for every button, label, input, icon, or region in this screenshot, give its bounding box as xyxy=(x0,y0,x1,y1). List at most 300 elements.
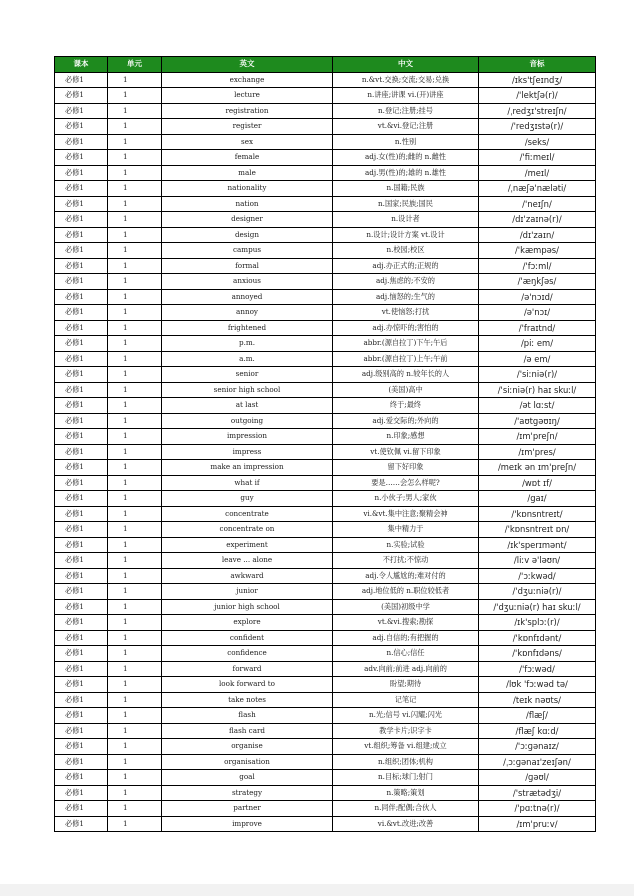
chinese-cell[interactable]: adj.地位低的 n.职位较低者 xyxy=(333,584,479,600)
course-cell[interactable]: 必修1 xyxy=(55,88,108,104)
english-cell[interactable]: flash card xyxy=(162,723,333,739)
table-row xyxy=(55,88,596,104)
course-cell[interactable]: 必修1 xyxy=(55,289,108,305)
chinese-cell[interactable]: adj.令人尴尬的;难对付的 xyxy=(333,568,479,584)
table-row xyxy=(55,754,596,770)
phonetic-cell[interactable]: /'lektʃə(r)/ xyxy=(479,88,596,104)
english-cell[interactable]: make an impression xyxy=(162,460,333,476)
course-cell[interactable]: 必修1 xyxy=(55,801,108,817)
english-cell[interactable]: male xyxy=(162,165,333,181)
phonetic-cell[interactable]: /'dʒuːniə(r)/ xyxy=(479,584,596,600)
english-cell[interactable]: junior xyxy=(162,584,333,600)
phonetic-cell[interactable]: /'dʒuːniə(r) haɪ skuːl/ xyxy=(479,599,596,615)
phonetic-cell[interactable]: /ɪk'sperɪmənt/ xyxy=(479,537,596,553)
unit-cell[interactable]: 1 xyxy=(108,134,162,150)
chinese-cell[interactable]: adj.焦虑的;不安的 xyxy=(333,274,479,290)
unit-cell[interactable]: 1 xyxy=(108,739,162,755)
chinese-cell[interactable]: vi.&vt.改进;改善 xyxy=(333,816,479,832)
table-row xyxy=(55,243,596,259)
unit-cell[interactable]: 1 xyxy=(108,785,162,801)
course-cell[interactable]: 必修1 xyxy=(55,506,108,522)
course-cell[interactable]: 必修1 xyxy=(55,630,108,646)
unit-cell[interactable]: 1 xyxy=(108,754,162,770)
phonetic-cell[interactable]: /ɪm'pruːv/ xyxy=(479,816,596,832)
english-cell[interactable]: explore xyxy=(162,615,333,631)
phonetic-cell[interactable]: /ə'nɔɪ/ xyxy=(479,305,596,321)
unit-cell[interactable]: 1 xyxy=(108,568,162,584)
chinese-cell[interactable]: adj.办正式的;正规的 xyxy=(333,258,479,274)
unit-cell[interactable]: 1 xyxy=(108,677,162,693)
phonetic-cell[interactable]: /'kɒnsntreɪt ɒn/ xyxy=(479,522,596,538)
phonetic-cell[interactable]: /meɪl/ xyxy=(479,165,596,181)
chinese-cell[interactable]: n.设计者 xyxy=(333,212,479,228)
table-row xyxy=(55,181,596,197)
chinese-cell[interactable]: n.小伙子;男人;家伙 xyxy=(333,491,479,507)
unit-cell[interactable]: 1 xyxy=(108,444,162,460)
phonetic-cell[interactable]: /'ɔːɡənaɪz/ xyxy=(479,739,596,755)
unit-cell[interactable]: 1 xyxy=(108,692,162,708)
table-row xyxy=(55,227,596,243)
phonetic-cell[interactable]: /ə em/ xyxy=(479,351,596,367)
table-row xyxy=(55,212,596,228)
table-row xyxy=(55,553,596,569)
table-row xyxy=(55,646,596,662)
table-row xyxy=(55,398,596,414)
course-cell[interactable]: 必修1 xyxy=(55,816,108,832)
unit-cell[interactable]: 1 xyxy=(108,212,162,228)
phonetic-cell[interactable]: /piː em/ xyxy=(479,336,596,352)
unit-cell[interactable]: 1 xyxy=(108,584,162,600)
table-row xyxy=(55,460,596,476)
course-cell[interactable]: 必修1 xyxy=(55,320,108,336)
table-row xyxy=(55,258,596,274)
english-cell[interactable]: lecture xyxy=(162,88,333,104)
unit-cell[interactable]: 1 xyxy=(108,723,162,739)
table-row xyxy=(55,723,596,739)
course-cell[interactable]: 必修1 xyxy=(55,460,108,476)
table-row xyxy=(55,537,596,553)
table-row xyxy=(55,816,596,832)
chinese-cell[interactable]: 不打扰;不惊动 xyxy=(333,553,479,569)
english-cell[interactable]: outgoing xyxy=(162,413,333,429)
english-cell[interactable]: nationality xyxy=(162,181,333,197)
unit-cell[interactable]: 1 xyxy=(108,351,162,367)
unit-cell[interactable]: 1 xyxy=(108,599,162,615)
table-row xyxy=(55,568,596,584)
phonetic-cell[interactable]: /ˌɔːɡənaɪ'zeɪʃən/ xyxy=(479,754,596,770)
table-row xyxy=(55,677,596,693)
english-cell[interactable]: frightened xyxy=(162,320,333,336)
phonetic-cell[interactable]: /'neɪʃn/ xyxy=(479,196,596,212)
course-cell[interactable]: 必修1 xyxy=(55,739,108,755)
table-row xyxy=(55,599,596,615)
english-cell[interactable]: registration xyxy=(162,103,333,119)
unit-cell[interactable]: 1 xyxy=(108,661,162,677)
chinese-cell[interactable]: n.设计;设计方案 vt.设计 xyxy=(333,227,479,243)
english-cell[interactable]: designer xyxy=(162,212,333,228)
table-row xyxy=(55,708,596,724)
course-cell[interactable]: 必修1 xyxy=(55,336,108,352)
english-cell[interactable]: design xyxy=(162,227,333,243)
phonetic-cell[interactable]: /seks/ xyxy=(479,134,596,150)
unit-cell[interactable]: 1 xyxy=(108,801,162,817)
english-cell[interactable]: senior high school xyxy=(162,382,333,398)
english-cell[interactable]: confidence xyxy=(162,646,333,662)
unit-cell[interactable]: 1 xyxy=(108,119,162,135)
phonetic-cell[interactable]: /flæʃ kɑːd/ xyxy=(479,723,596,739)
table-row xyxy=(55,491,596,507)
course-cell[interactable]: 必修1 xyxy=(55,708,108,724)
english-cell[interactable]: anxious xyxy=(162,274,333,290)
table-row xyxy=(55,382,596,398)
table-row xyxy=(55,413,596,429)
chinese-cell[interactable]: abbr.(源自拉丁)上午;午前 xyxy=(333,351,479,367)
english-cell[interactable]: annoyed xyxy=(162,289,333,305)
chinese-cell[interactable]: n.讲座;讲课 vi.(开)讲座 xyxy=(333,88,479,104)
course-cell[interactable]: 必修1 xyxy=(55,491,108,507)
course-cell[interactable]: 必修1 xyxy=(55,770,108,786)
english-cell[interactable]: flash xyxy=(162,708,333,724)
header-unit[interactable]: 单元 xyxy=(108,57,162,73)
phonetic-cell[interactable]: /dɪ'zaɪnə(r)/ xyxy=(479,212,596,228)
unit-cell[interactable]: 1 xyxy=(108,460,162,476)
chinese-cell[interactable]: 记笔记 xyxy=(333,692,479,708)
table-row xyxy=(55,72,596,88)
chinese-cell[interactable]: 集中精力于 xyxy=(333,522,479,538)
course-cell[interactable]: 必修1 xyxy=(55,677,108,693)
table-row xyxy=(55,351,596,367)
unit-cell[interactable]: 1 xyxy=(108,475,162,491)
chinese-cell[interactable]: n.印象;感想 xyxy=(333,429,479,445)
chinese-cell[interactable]: adj.办惊吓的;害怕的 xyxy=(333,320,479,336)
phonetic-cell[interactable]: /ət lɑːst/ xyxy=(479,398,596,414)
phonetic-cell[interactable]: /liːv ə'ləʊn/ xyxy=(479,553,596,569)
english-cell[interactable]: impress xyxy=(162,444,333,460)
phonetic-cell[interactable]: /'ɔːkwəd/ xyxy=(479,568,596,584)
table-row xyxy=(55,274,596,290)
course-cell[interactable]: 必修1 xyxy=(55,134,108,150)
chinese-cell[interactable]: abbr.(源自拉丁)下午;午后 xyxy=(333,336,479,352)
phonetic-cell[interactable]: /gaɪ/ xyxy=(479,491,596,507)
unit-cell[interactable]: 1 xyxy=(108,770,162,786)
chinese-cell[interactable]: n.实验;试验 xyxy=(333,537,479,553)
unit-cell[interactable]: 1 xyxy=(108,615,162,631)
phonetic-cell[interactable]: /'siːniə(r)/ xyxy=(479,367,596,383)
english-cell[interactable]: exchange xyxy=(162,72,333,88)
header-english[interactable]: 英文 xyxy=(162,57,333,73)
unit-cell[interactable]: 1 xyxy=(108,243,162,259)
course-cell[interactable]: 必修1 xyxy=(55,646,108,662)
unit-cell[interactable]: 1 xyxy=(108,150,162,166)
course-cell[interactable]: 必修1 xyxy=(55,150,108,166)
course-cell[interactable]: 必修1 xyxy=(55,119,108,135)
header-row xyxy=(55,57,596,73)
table-row xyxy=(55,367,596,383)
unit-cell[interactable]: 1 xyxy=(108,367,162,383)
phonetic-cell[interactable]: /'kɒnfɪdənt/ xyxy=(479,630,596,646)
table-row xyxy=(55,785,596,801)
course-cell[interactable]: 必修1 xyxy=(55,413,108,429)
unit-cell[interactable]: 1 xyxy=(108,274,162,290)
course-cell[interactable]: 必修1 xyxy=(55,615,108,631)
header-phonetic[interactable]: 音标 xyxy=(479,57,596,73)
table-body xyxy=(55,72,596,832)
unit-cell[interactable]: 1 xyxy=(108,227,162,243)
table-row xyxy=(55,320,596,336)
english-cell[interactable]: leave ... alone xyxy=(162,553,333,569)
english-cell[interactable]: concentrate xyxy=(162,506,333,522)
chinese-cell[interactable]: n.策略;策划 xyxy=(333,785,479,801)
phonetic-cell[interactable]: /teɪk nəʊts/ xyxy=(479,692,596,708)
course-cell[interactable]: 必修1 xyxy=(55,475,108,491)
english-cell[interactable]: concentrate on xyxy=(162,522,333,538)
unit-cell[interactable]: 1 xyxy=(108,88,162,104)
course-cell[interactable]: 必修1 xyxy=(55,537,108,553)
english-cell[interactable]: forward xyxy=(162,661,333,677)
page-bottom-strip xyxy=(0,884,634,896)
unit-cell[interactable]: 1 xyxy=(108,289,162,305)
chinese-cell[interactable]: vt.使钦佩 vi.留下印象 xyxy=(333,444,479,460)
chinese-cell[interactable]: 盼望;期待 xyxy=(333,677,479,693)
course-cell[interactable]: 必修1 xyxy=(55,568,108,584)
english-cell[interactable]: strategy xyxy=(162,785,333,801)
course-cell[interactable]: 必修1 xyxy=(55,522,108,538)
phonetic-cell[interactable]: /'kɒnfɪdəns/ xyxy=(479,646,596,662)
chinese-cell[interactable]: adj.恼怒的;生气的 xyxy=(333,289,479,305)
phonetic-cell[interactable]: /'pɑːtnə(r)/ xyxy=(479,801,596,817)
table-row xyxy=(55,150,596,166)
table-row xyxy=(55,475,596,491)
phonetic-cell[interactable]: /'kɒnsntreɪt/ xyxy=(479,506,596,522)
english-cell[interactable]: organise xyxy=(162,739,333,755)
chinese-cell[interactable]: n.同伴;配偶;合伙人 xyxy=(333,801,479,817)
table-row xyxy=(55,630,596,646)
table-row xyxy=(55,289,596,305)
chinese-cell[interactable]: vi.&vt.集中注意;聚精会神 xyxy=(333,506,479,522)
english-cell[interactable]: experiment xyxy=(162,537,333,553)
phonetic-cell[interactable]: /ˌnæʃə'næləti/ xyxy=(479,181,596,197)
chinese-cell[interactable]: n.组织;团体;机构 xyxy=(333,754,479,770)
phonetic-cell[interactable]: /flæʃ/ xyxy=(479,708,596,724)
english-cell[interactable]: p.m. xyxy=(162,336,333,352)
unit-cell[interactable]: 1 xyxy=(108,165,162,181)
phonetic-cell[interactable]: /ɪm'preʃn/ xyxy=(479,429,596,445)
course-cell[interactable]: 必修1 xyxy=(55,584,108,600)
table-row xyxy=(55,305,596,321)
course-cell[interactable]: 必修1 xyxy=(55,754,108,770)
phonetic-cell[interactable]: /'fɔːwəd/ xyxy=(479,661,596,677)
chinese-cell[interactable]: adj.自信的;有把握的 xyxy=(333,630,479,646)
chinese-cell[interactable]: n.登记;注册;挂号 xyxy=(333,103,479,119)
unit-cell[interactable]: 1 xyxy=(108,646,162,662)
english-cell[interactable]: at last xyxy=(162,398,333,414)
course-cell[interactable]: 必修1 xyxy=(55,398,108,414)
unit-cell[interactable]: 1 xyxy=(108,336,162,352)
chinese-cell[interactable]: 留下好印象 xyxy=(333,460,479,476)
chinese-cell[interactable]: 终于;最终 xyxy=(333,398,479,414)
unit-cell[interactable]: 1 xyxy=(108,429,162,445)
unit-cell[interactable]: 1 xyxy=(108,382,162,398)
header-chinese[interactable]: 中文 xyxy=(333,57,479,73)
chinese-cell[interactable]: 教学卡片;识字卡 xyxy=(333,723,479,739)
course-cell[interactable]: 必修1 xyxy=(55,429,108,445)
english-cell[interactable]: impression xyxy=(162,429,333,445)
chinese-cell[interactable]: vt.&vi.登记;注册 xyxy=(333,119,479,135)
table-row xyxy=(55,336,596,352)
phonetic-cell[interactable]: /'siːniə(r) haɪ skuːl/ xyxy=(479,382,596,398)
unit-cell[interactable]: 1 xyxy=(108,553,162,569)
course-cell[interactable]: 必修1 xyxy=(55,212,108,228)
chinese-cell[interactable]: adj.爱交际的;外向的 xyxy=(333,413,479,429)
unit-cell[interactable]: 1 xyxy=(108,816,162,832)
unit-cell[interactable]: 1 xyxy=(108,196,162,212)
course-cell[interactable]: 必修1 xyxy=(55,243,108,259)
table-row xyxy=(55,429,596,445)
phonetic-cell[interactable]: /wɒt ɪf/ xyxy=(479,475,596,491)
phonetic-cell[interactable]: /'redʒɪstə(r)/ xyxy=(479,119,596,135)
table-row xyxy=(55,522,596,538)
course-cell[interactable]: 必修1 xyxy=(55,305,108,321)
english-cell[interactable]: confident xyxy=(162,630,333,646)
phonetic-cell[interactable]: /ɪm'pres/ xyxy=(479,444,596,460)
unit-cell[interactable]: 1 xyxy=(108,537,162,553)
table-row xyxy=(55,770,596,786)
chinese-cell[interactable]: n.校园;校区 xyxy=(333,243,479,259)
table-row xyxy=(55,661,596,677)
table-row xyxy=(55,506,596,522)
chinese-cell[interactable]: vt.组织;筹备 vi.组建;成立 xyxy=(333,739,479,755)
unit-cell[interactable]: 1 xyxy=(108,398,162,414)
course-cell[interactable]: 必修1 xyxy=(55,258,108,274)
course-cell[interactable]: 必修1 xyxy=(55,181,108,197)
phonetic-cell[interactable]: /'æŋkʃəs/ xyxy=(479,274,596,290)
english-cell[interactable]: awkward xyxy=(162,568,333,584)
chinese-cell[interactable]: vt.使恼怒;打扰 xyxy=(333,305,479,321)
table-row xyxy=(55,103,596,119)
table-row xyxy=(55,615,596,631)
course-cell[interactable]: 必修1 xyxy=(55,274,108,290)
unit-cell[interactable]: 1 xyxy=(108,491,162,507)
chinese-cell[interactable]: n.&vt.交换;交流;交易;兑换 xyxy=(333,72,479,88)
phonetic-cell[interactable]: /ə'nɔɪd/ xyxy=(479,289,596,305)
table-row xyxy=(55,196,596,212)
course-cell[interactable]: 必修1 xyxy=(55,661,108,677)
chinese-cell[interactable]: n.目标;球门;射门 xyxy=(333,770,479,786)
unit-cell[interactable]: 1 xyxy=(108,708,162,724)
chinese-cell[interactable]: n.国籍;民族 xyxy=(333,181,479,197)
english-cell[interactable]: female xyxy=(162,150,333,166)
phonetic-cell[interactable]: /ˌredʒɪ'streɪʃn/ xyxy=(479,103,596,119)
unit-cell[interactable]: 1 xyxy=(108,413,162,429)
english-cell[interactable]: nation xyxy=(162,196,333,212)
chinese-cell[interactable]: n.国家;民族;国民 xyxy=(333,196,479,212)
chinese-cell[interactable]: (美国)初级中学 xyxy=(333,599,479,615)
chinese-cell[interactable]: n.光;信号 vi.闪耀;闪光 xyxy=(333,708,479,724)
english-cell[interactable]: a.m. xyxy=(162,351,333,367)
phonetic-cell[interactable]: /'strætədʒi/ xyxy=(479,785,596,801)
phonetic-cell[interactable]: /ɡəʊl/ xyxy=(479,770,596,786)
course-cell[interactable]: 必修1 xyxy=(55,196,108,212)
english-cell[interactable]: improve xyxy=(162,816,333,832)
english-cell[interactable]: organisation xyxy=(162,754,333,770)
english-cell[interactable]: campus xyxy=(162,243,333,259)
course-cell[interactable]: 必修1 xyxy=(55,553,108,569)
chinese-cell[interactable]: (美国)高中 xyxy=(333,382,479,398)
chinese-cell[interactable]: 要是……会怎么样呢? xyxy=(333,475,479,491)
english-cell[interactable]: annoy xyxy=(162,305,333,321)
course-cell[interactable]: 必修1 xyxy=(55,351,108,367)
course-cell[interactable]: 必修1 xyxy=(55,367,108,383)
course-cell[interactable]: 必修1 xyxy=(55,103,108,119)
chinese-cell[interactable]: adj.级别高的 n.较年长的人 xyxy=(333,367,479,383)
english-cell[interactable]: formal xyxy=(162,258,333,274)
unit-cell[interactable]: 1 xyxy=(108,305,162,321)
unit-cell[interactable]: 1 xyxy=(108,630,162,646)
chinese-cell[interactable]: n.性别 xyxy=(333,134,479,150)
unit-cell[interactable]: 1 xyxy=(108,506,162,522)
chinese-cell[interactable]: adj.男(性)的;雄的 n.雄性 xyxy=(333,165,479,181)
phonetic-cell[interactable]: /'aʊtgəʊɪŋ/ xyxy=(479,413,596,429)
phonetic-cell[interactable]: /'fraɪtnd/ xyxy=(479,320,596,336)
phonetic-cell[interactable]: /lʊk 'fɔːwəd tə/ xyxy=(479,677,596,693)
chinese-cell[interactable]: adv.向前;前进 adj.向前的 xyxy=(333,661,479,677)
unit-cell[interactable]: 1 xyxy=(108,320,162,336)
table-row xyxy=(55,119,596,135)
course-cell[interactable]: 必修1 xyxy=(55,72,108,88)
phonetic-cell[interactable]: /ɪk'splɔː(r)/ xyxy=(479,615,596,631)
phonetic-cell[interactable]: /'fiːmeɪl/ xyxy=(479,150,596,166)
english-cell[interactable]: sex xyxy=(162,134,333,150)
chinese-cell[interactable]: adj.女(性)的;雌的 n.雌性 xyxy=(333,150,479,166)
header-course[interactable]: 课本 xyxy=(55,57,108,73)
english-cell[interactable]: partner xyxy=(162,801,333,817)
english-cell[interactable]: look forward to xyxy=(162,677,333,693)
unit-cell[interactable]: 1 xyxy=(108,522,162,538)
course-cell[interactable]: 必修1 xyxy=(55,165,108,181)
table-row xyxy=(55,134,596,150)
phonetic-cell[interactable]: /dɪ'zaɪn/ xyxy=(479,227,596,243)
table-row xyxy=(55,692,596,708)
unit-cell[interactable]: 1 xyxy=(108,258,162,274)
phonetic-cell[interactable]: /'kæmpəs/ xyxy=(479,243,596,259)
english-cell[interactable]: guy xyxy=(162,491,333,507)
english-cell[interactable]: junior high school xyxy=(162,599,333,615)
course-cell[interactable]: 必修1 xyxy=(55,723,108,739)
unit-cell[interactable]: 1 xyxy=(108,72,162,88)
table-row xyxy=(55,444,596,460)
course-cell[interactable]: 必修1 xyxy=(55,785,108,801)
english-cell[interactable]: register xyxy=(162,119,333,135)
course-cell[interactable]: 必修1 xyxy=(55,599,108,615)
course-cell[interactable]: 必修1 xyxy=(55,692,108,708)
english-cell[interactable]: take notes xyxy=(162,692,333,708)
table-row xyxy=(55,801,596,817)
phonetic-cell[interactable]: /'fɔːml/ xyxy=(479,258,596,274)
course-cell[interactable]: 必修1 xyxy=(55,382,108,398)
course-cell[interactable]: 必修1 xyxy=(55,227,108,243)
chinese-cell[interactable]: vt.&vi.搜索;勘探 xyxy=(333,615,479,631)
english-cell[interactable]: what if xyxy=(162,475,333,491)
chinese-cell[interactable]: n.信心;信任 xyxy=(333,646,479,662)
english-cell[interactable]: goal xyxy=(162,770,333,786)
unit-cell[interactable]: 1 xyxy=(108,181,162,197)
vocabulary-table xyxy=(54,56,596,832)
unit-cell[interactable]: 1 xyxy=(108,103,162,119)
phonetic-cell[interactable]: /meɪk ən ɪm'preʃn/ xyxy=(479,460,596,476)
course-cell[interactable]: 必修1 xyxy=(55,444,108,460)
english-cell[interactable]: senior xyxy=(162,367,333,383)
phonetic-cell[interactable]: /ɪks'tʃeɪndʒ/ xyxy=(479,72,596,88)
